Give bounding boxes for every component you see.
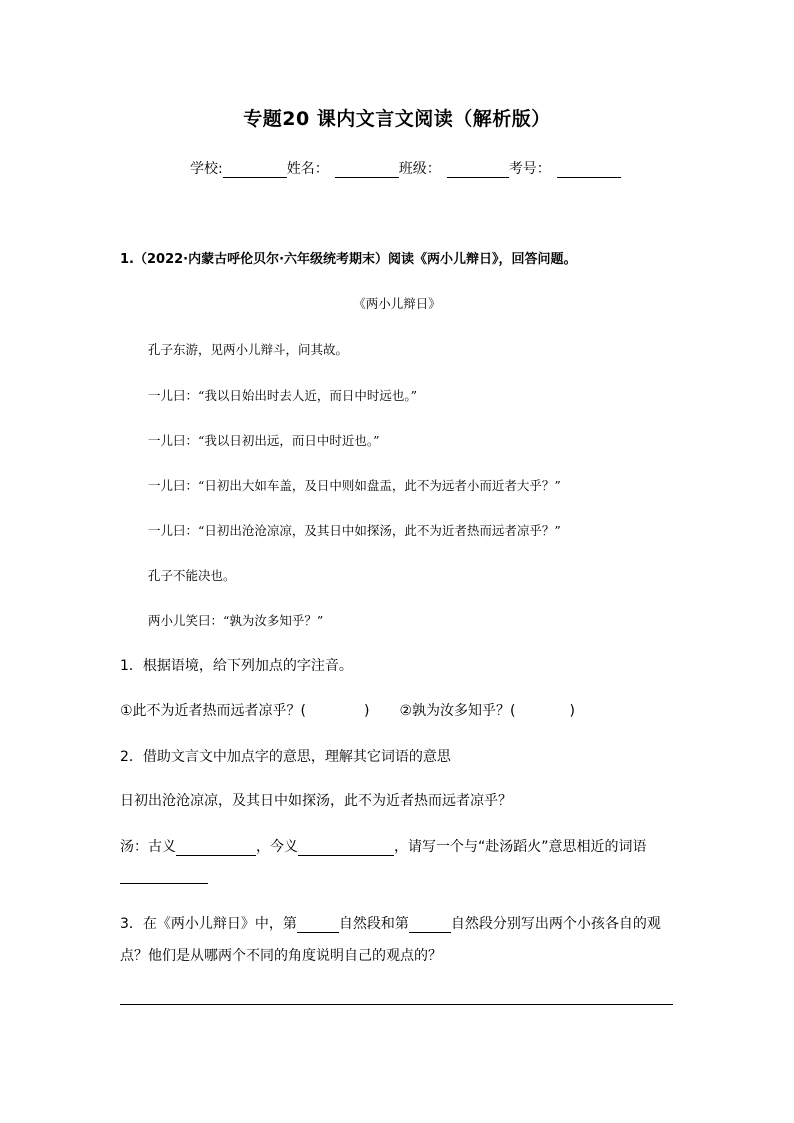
class-field[interactable] [447, 163, 509, 178]
sub-question-1-prompt: 1．根据语境，给下列加点的字注音。 [120, 658, 353, 674]
tang-ancient-blank[interactable] [176, 841, 256, 856]
passage-line: 一儿曰：“我以日初出远，而日中时近也。” [148, 433, 380, 448]
q3-text-b: 自然段和第 [338, 916, 409, 932]
answer-line[interactable] [120, 1004, 673, 1005]
q3-text-a: 3．在《两小儿辩日》中，第 [120, 916, 297, 932]
passage-line: 两小儿笑曰：“孰为汝多知乎？” [148, 613, 324, 628]
student-info-line [190, 158, 621, 178]
sub-question-2-sentence: 日初出沧沧凉凉，及其日中如探汤，此不为近者热而远者凉乎？ [120, 793, 512, 809]
sub-question-2-prompt: 2．借助文言文中加点字的意思，理解其它词语的意思 [120, 749, 451, 765]
passage-line: 孔子不能决也。 [148, 568, 236, 583]
sub-question-1-item-1: ①此不为近者热而远者凉乎？( [120, 703, 307, 719]
passage-line: 孔子东游，见两小儿辩斗，问其故。 [148, 342, 349, 357]
page-title: 专题20 课内文言文阅读（解析版） [243, 108, 551, 130]
name-label: 姓名： [286, 161, 329, 177]
passage-line: 一儿曰：“日初出沧沧凉凉，及其日中如探汤，此不为近者热而远者凉乎？” [148, 523, 561, 538]
related-word-answer-line [120, 868, 208, 884]
school-label: 学校: [190, 161, 223, 177]
passage-line: 一儿曰：“日初出大如车盖，及日中则如盘盂，此不为远者小而近者大乎？” [148, 478, 561, 493]
paren-close: ) [569, 703, 575, 719]
paren-close: ) [364, 703, 370, 719]
related-word-blank[interactable] [120, 869, 208, 884]
q3-paragraph-blank-1[interactable] [297, 918, 339, 933]
passage-line: 一儿曰：“我以日始出时去人近，而日中时远也。” [148, 388, 418, 403]
tang-modern-label: ，今义 [256, 839, 298, 855]
school-field[interactable] [223, 163, 287, 178]
q3-text-c: 自然段分别写出两个小孩各自的观 [450, 916, 661, 932]
name-field[interactable] [335, 163, 399, 178]
exam-no-field[interactable] [557, 163, 621, 178]
tang-related-word-prompt: ，请写一个与“赴汤蹈火”意思相近的词语 [394, 839, 647, 855]
sub-question-1-items [120, 700, 575, 720]
sub-question-1-item-2: ②孰为汝多知乎？( [399, 703, 516, 719]
sub-question-2-tang-line [120, 836, 647, 856]
sub-question-3-line-2: 点？他们是从哪两个不同的角度说明自己的观点的？ [120, 948, 442, 964]
passage-title: 《两小儿辩日》 [353, 296, 441, 311]
q3-paragraph-blank-2[interactable] [409, 918, 451, 933]
sub-question-3-line-1 [120, 913, 661, 933]
class-label: 班级： [398, 161, 441, 177]
exam-no-label: 考号： [508, 161, 551, 177]
question-1-heading: 1.（2022·内蒙古呼伦贝尔·六年级统考期末）阅读《两小儿辩日》，回答问题。 [120, 252, 577, 267]
tang-ancient-label: 汤：古义 [120, 839, 176, 855]
tang-modern-blank[interactable] [298, 841, 394, 856]
